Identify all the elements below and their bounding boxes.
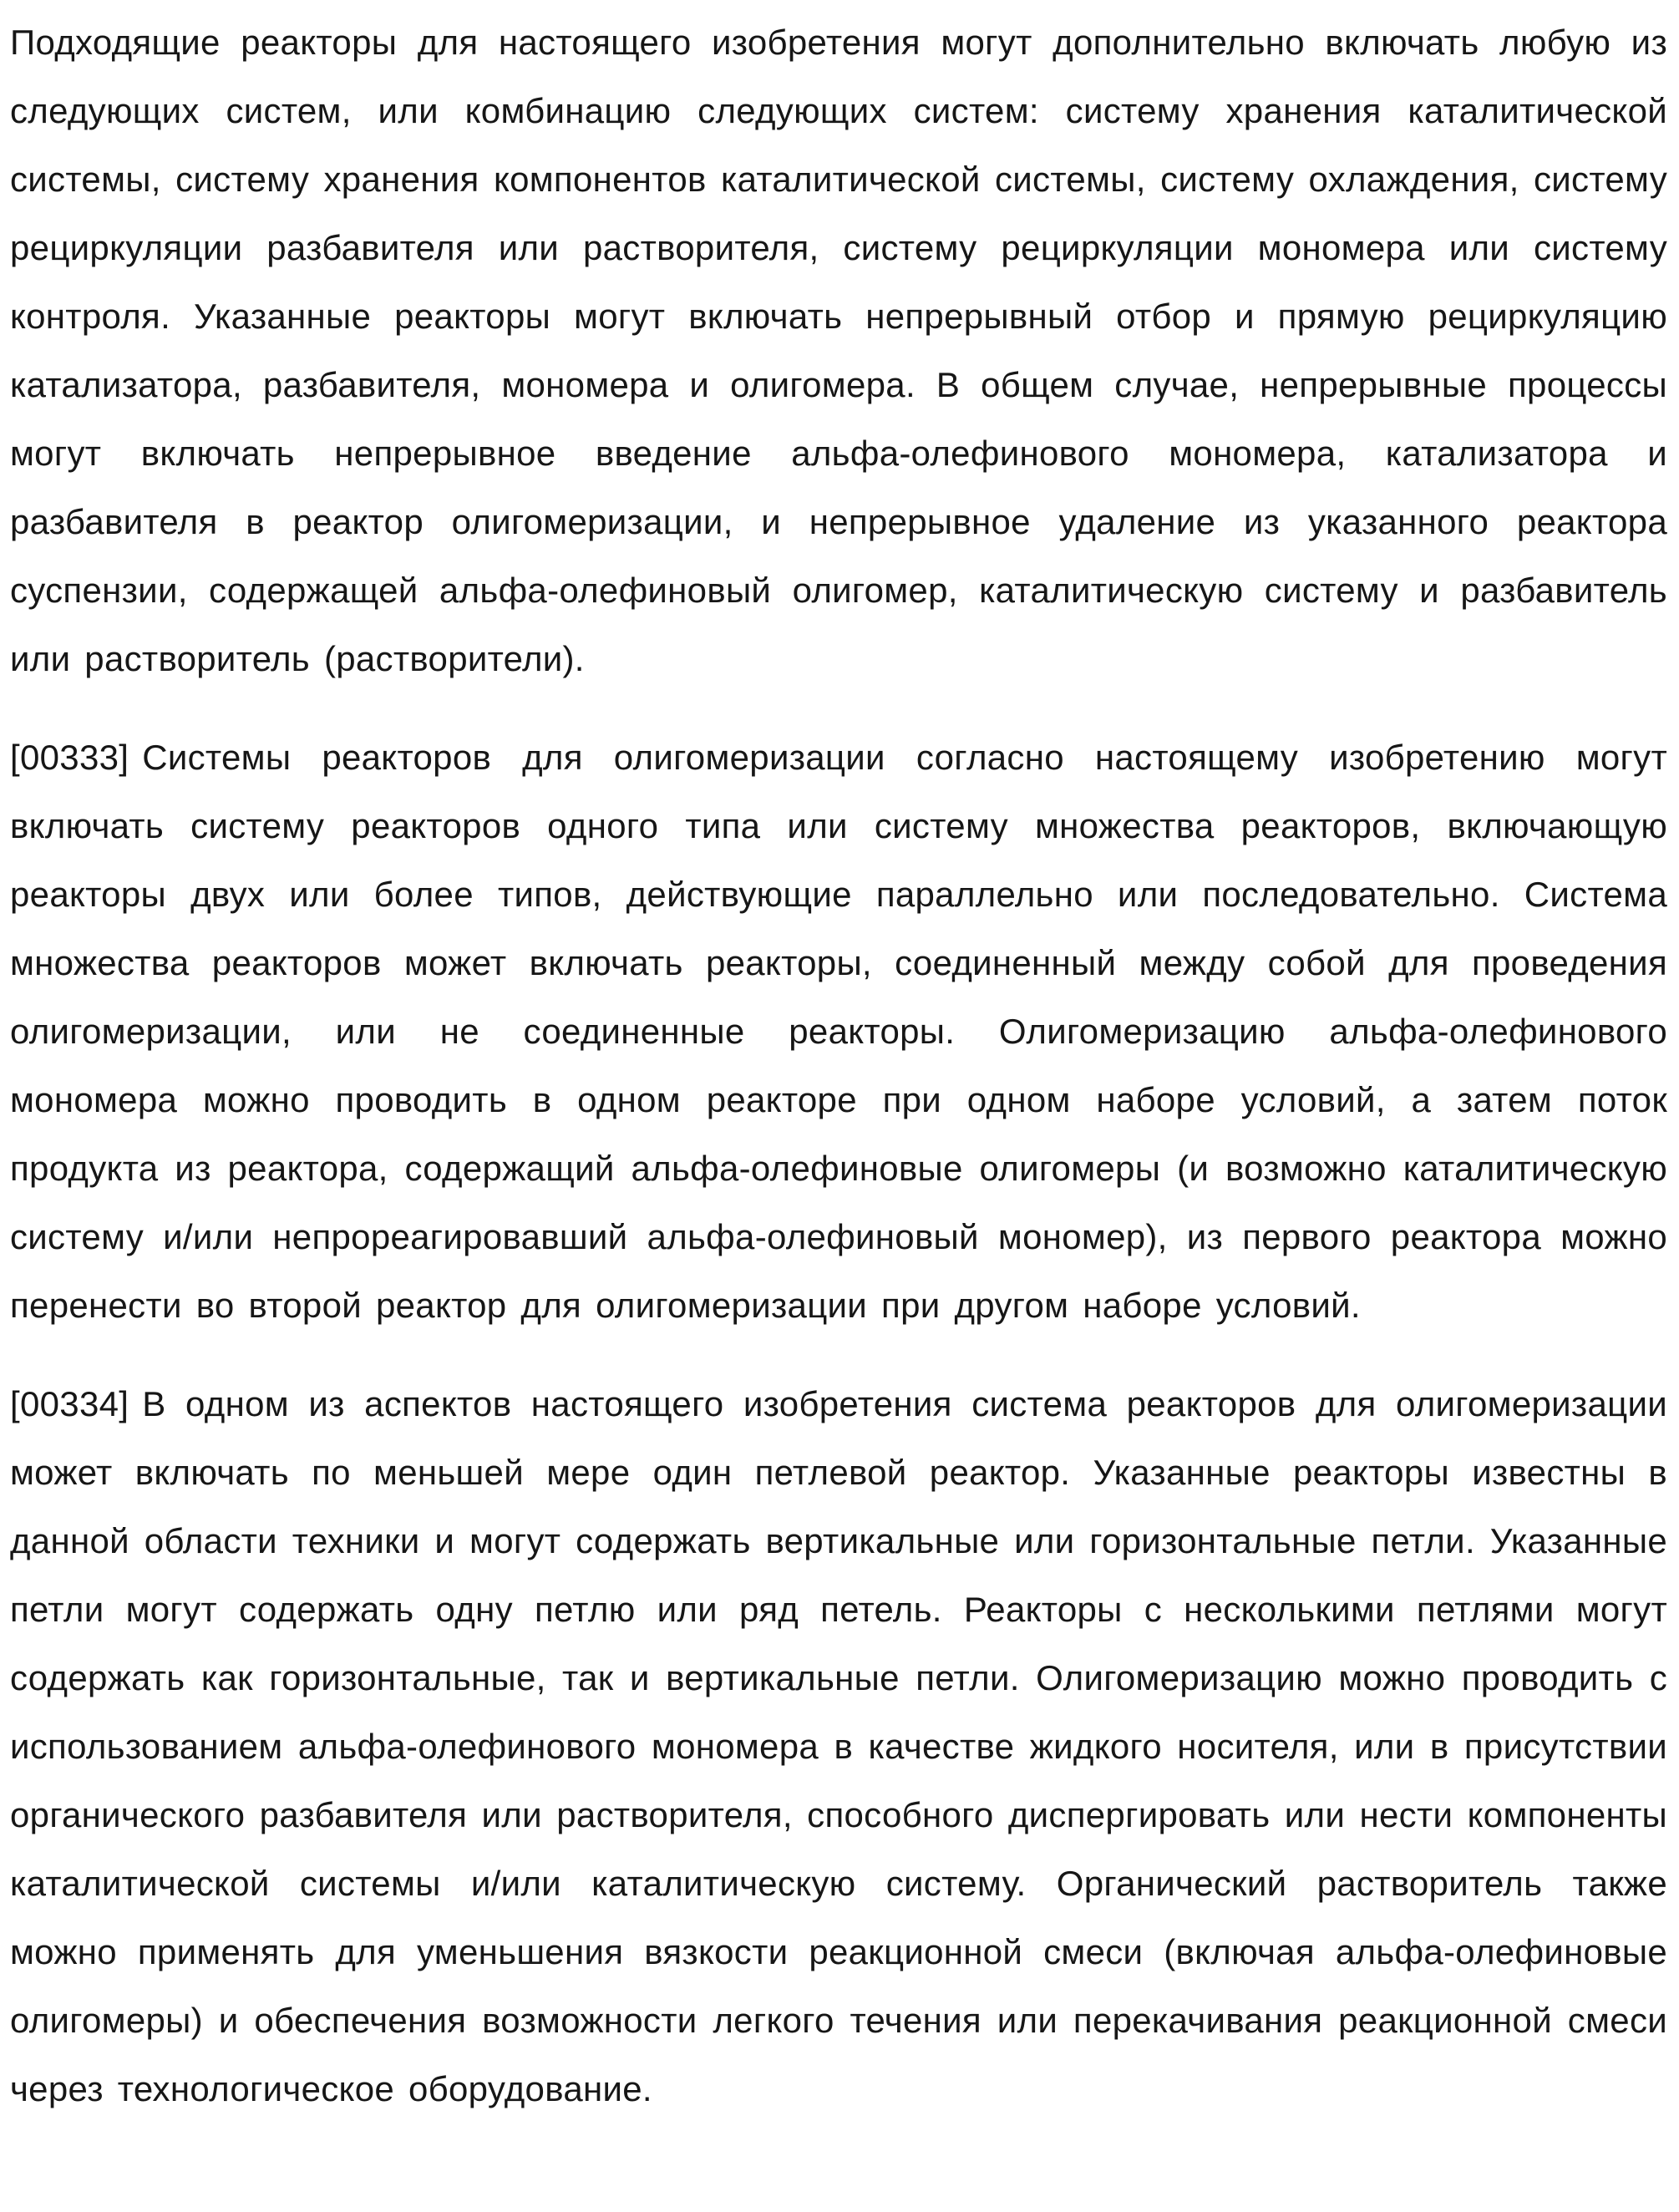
paragraph-number: [00333] — [10, 738, 129, 777]
paragraph-number: [00334] — [10, 1384, 129, 1423]
paragraph-text: Подходящие реакторы для настоящего изобретения могут дополнительно включать любую из следующих систем, или комбинацию следующих систем: систему хранения каталитической системы, систему хранения компонентов каталитической системы, систему охлаждения, систему рециркуляции разбавителя или растворителя, систему рециркуляции мономера или систему контроля. Указанные реакторы могут включать непрерывный отбор и прямую рециркуляцию катализатора, разбавителя, мономера и олигомера. В общем случае, непрерывные процессы могут включать непрерывное введение альфа-олефинового мономера, катализатора и разбавителя в реактор олигомеризации, и непрерывное удаление из указанного реактора суспензии, содержащей альфа-олефиновый олигомер, каталитическую систему и разбавитель или растворитель (растворители). — [10, 23, 1667, 678]
paragraph-text: Системы реакторов для олигомеризации согласно настоящему изобретению могут включать систему реакторов одного типа или систему множества реакторов, включающую реакторы двух или более типов, действующие параллельно или последовательно. Система множества реакторов может включать реакторы, соединенный между собой для проведения олигомеризации, или не соединенные реакторы. Олигомеризацию альфа-олефинового мономера можно проводить в одном реакторе при одном наборе условий, а затем поток продукта из реактора, содержащий альфа-олефиновые олигомеры (и возможно каталитическую систему и/или непрореагировавший альфа-олефиновый мономер), из первого реактора можно перенести во второй реактор для олигомеризации при другом наборе условий. — [10, 738, 1667, 1325]
paragraph-continuation — [10, 8, 1667, 693]
paragraph-00333 — [10, 723, 1667, 1340]
paragraph-text: В одном из аспектов настоящего изобретения система реакторов для олигомеризации может включать по меньшей мере один петлевой реактор. Указанные реакторы известны в данной области техники и могут содержать вертикальные или горизонтальные петли. Указанные петли могут содержать одну петлю или ряд петель. Реакторы с несколькими петлями могут содержать как горизонтальные, так и вертикальные петли. Олигомеризацию можно проводить с использованием альфа-олефинового мономера в качестве жидкого носителя, или в присутствии органического разбавителя или растворителя, способного диспергировать или нести компоненты каталитической системы и/или каталитическую систему. Органический растворитель также можно применять для уменьшения вязкости реакционной смеси (включая альфа-олефиновые олигомеры) и обеспечения возможности легкого течения или перекачивания реакционной смеси через технологическое оборудование. — [10, 1384, 1667, 2108]
paragraph-00334 — [10, 1370, 1667, 2123]
